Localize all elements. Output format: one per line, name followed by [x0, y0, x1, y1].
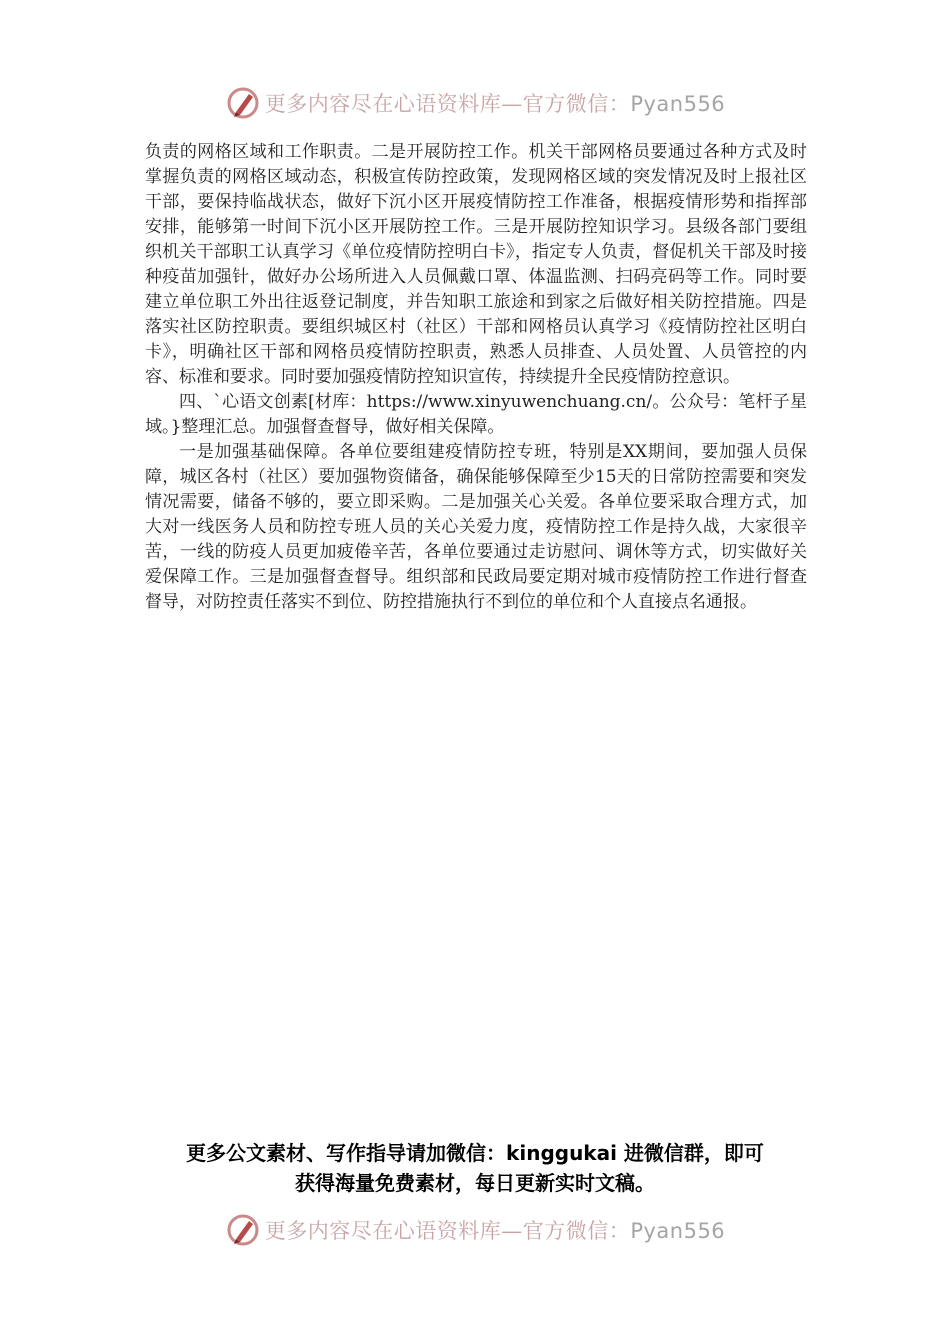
wechat-id: Pyan556: [630, 92, 726, 116]
footer-promo: [0, 1138, 950, 1198]
wechat-id: Pyan556: [630, 1219, 726, 1243]
header-watermark: [0, 83, 950, 123]
pen-circle-logo-icon: [225, 85, 261, 121]
watermark-text: 更多内容尽在心语资料库—官方微信：Pyan556: [264, 1219, 726, 1243]
footer-line: 获得海量免费素材，每日更新实时文稿。: [295, 1171, 655, 1195]
footer-line: 更多公文素材、写作指导请加微信：kinggukai 进微信群，即可: [186, 1141, 764, 1165]
pen-circle-logo-icon: [225, 1212, 261, 1248]
body-paragraph: 负责的网格区域和工作职责。二是开展防控工作。机关干部网格员要通过各种方式及时掌握负责的网格区域动态，积极宣传防控政策，发现网格区域的突发情况及时上报社区干部，要保持临战状态，做好下沉小区开展疫情防控工作准备，根据疫情形势和指挥部安排，能够第一时间下沉小区开展防控工作。三是开展防控知识学习。县级各部门要组织机关干部职工认真学习《单位疫情防控明白卡》，指定专人负责，督促机关干部及时接种疫苗加强针，做好办公场所进入人员佩戴口罩、体温监测、扫码亮码等工作。同时要建立单位职工外出往返登记制度，并告知职工旅途和到家之后做好相关防控措施。四是落实社区防控职责。要组织城区村（社区）干部和网格员认真学习《疫情防控社区明白卡》，明确社区干部和网格员疫情防控职责，熟悉人员排查、人员处置、人员管控的内容、标准和要求。同时要加强疫情防控知识宣传，持续提升全民疫情防控意识。: [145, 142, 807, 387]
footer-watermark: [0, 1210, 950, 1250]
watermark-text: 更多内容尽在心语资料库—官方微信：Pyan556: [264, 92, 726, 116]
document-body: [145, 140, 807, 615]
section-heading-4: 四、`心语文创素[材库：https://www.xinyuwenchuang.cn/。公众号：笔杆子星域。}整理汇总。加强督查督导，做好相关保障。: [145, 392, 807, 437]
body-paragraph: 一是加强基础保障。各单位要组建疫情防控专班，特别是XX期间，要加强人员保障，城区各村（社区）要加强物资储备，确保能够保障至少15天的日常防控需要和突发情况需要，储备不够的，要立即采购。二是加强关心关爱。各单位要采取合理方式，加大对一线医务人员和防控专班人员的关心关爱力度，疫情防控工作是持久战，大家很辛苦，一线的防疫人员更加疲倦辛苦，各单位要通过走访慰问、调休等方式，切实做好关爱保障工作。三是加强督查督导。组织部和民政局要定期对城市疫情防控工作进行督查督导，对防控责任落实不到位、防控措施执行不到位的单位和个人直接点名通报。: [145, 442, 807, 612]
